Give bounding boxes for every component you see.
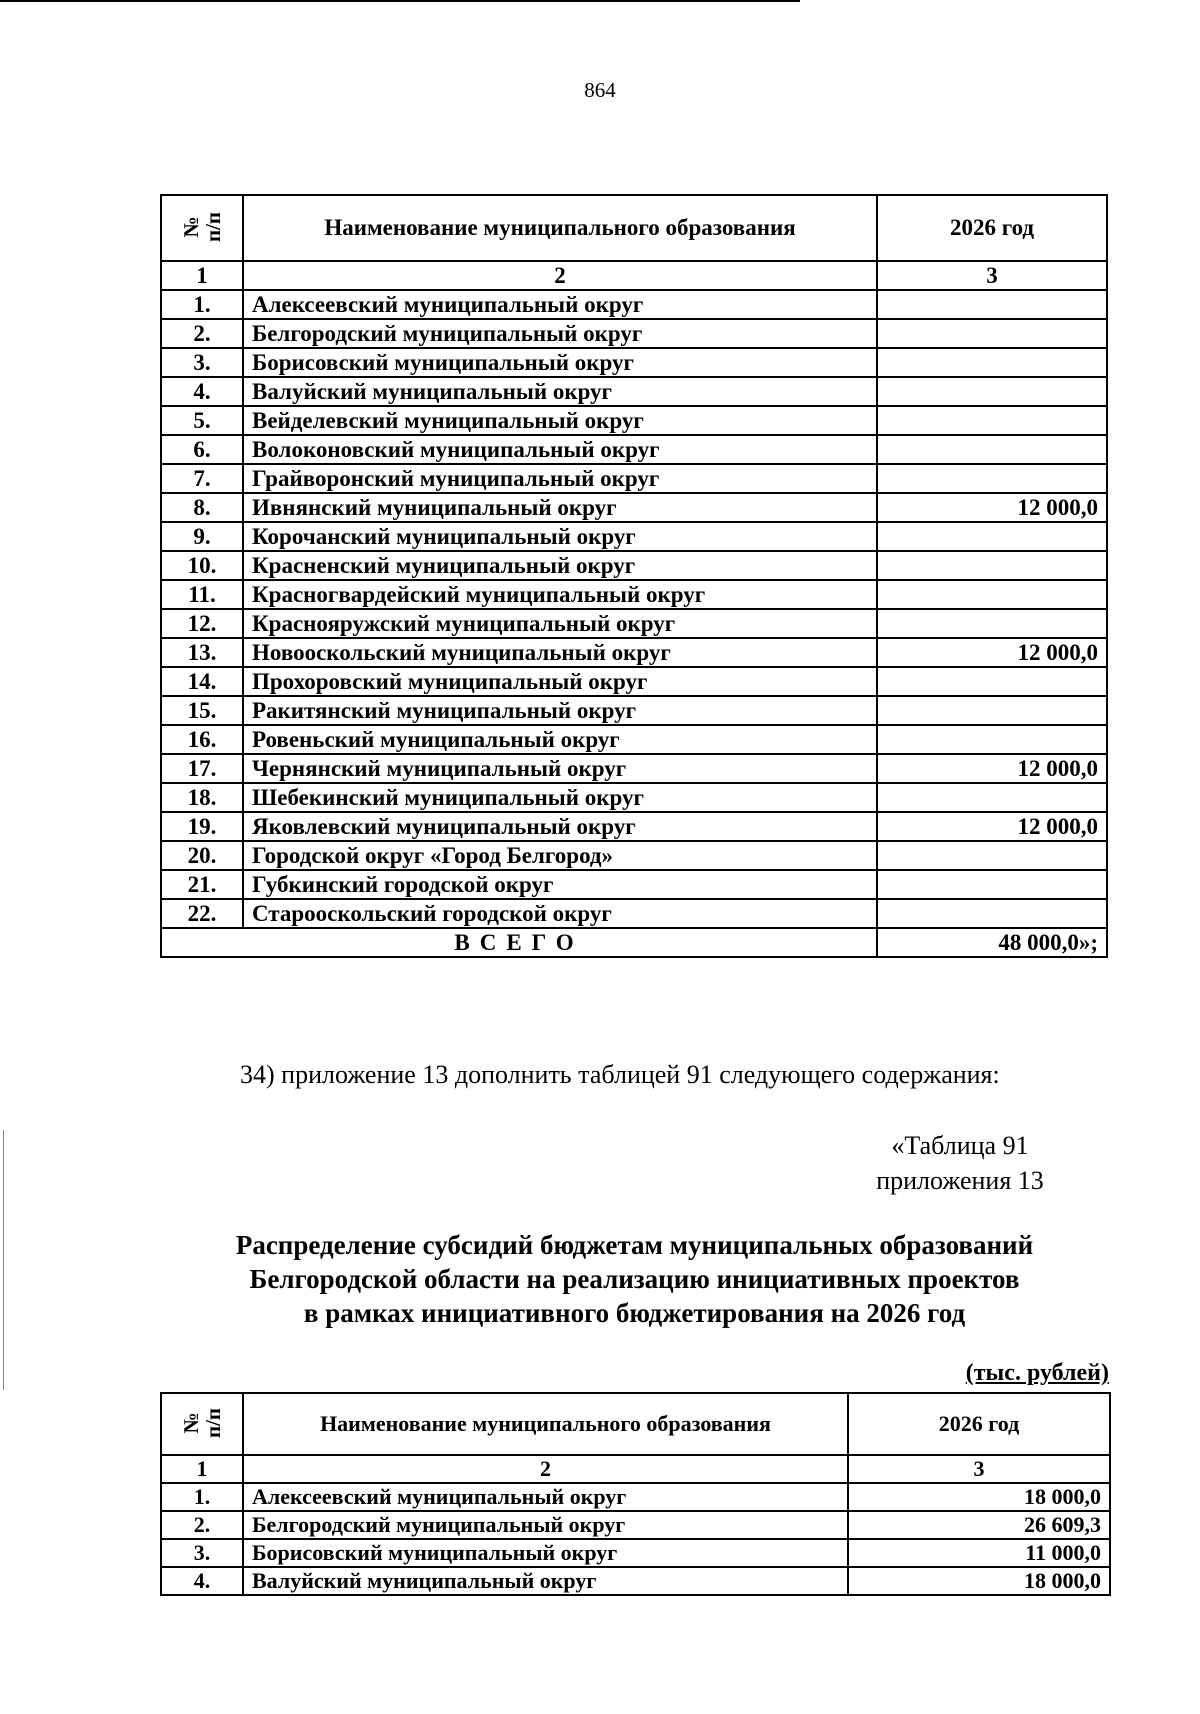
header-num-abbr: п/п [200,1407,225,1439]
row-name: Ивнянский муниципальный округ [243,493,877,522]
table-row [161,899,1107,928]
row-name: Валуйский муниципальный округ [243,377,877,406]
table-row [161,725,1107,754]
page-number: 864 [584,78,616,102]
row-value [877,609,1107,638]
row-name: Губкинский городской округ [243,870,877,899]
column-index-row [161,261,1107,290]
row-name: Красненский муниципальный округ [243,551,877,580]
header-num-abbr: п/п [200,211,225,243]
row-number: 3. [161,1539,243,1567]
table-row [161,377,1107,406]
row-value [877,522,1107,551]
row-name: Борисовский муниципальный округ [243,1539,848,1567]
table-row [161,696,1107,725]
column-index: 1 [161,261,243,290]
row-name: Вейделевский муниципальный округ [243,406,877,435]
table-row [161,290,1107,319]
column-index: 3 [877,261,1107,290]
row-name: Грайворонский муниципальный округ [243,464,877,493]
table-row [161,1539,1110,1567]
row-number: 11. [161,580,243,609]
table-row [161,1567,1110,1595]
row-value: 26 609,3 [848,1511,1110,1539]
row-number: 4. [161,377,243,406]
row-number: 1. [161,290,243,319]
row-number: 15. [161,696,243,725]
total-row [161,928,1107,957]
table-reference [850,1128,1070,1198]
row-number: 14. [161,667,243,696]
table-row [161,522,1107,551]
row-number: 3. [161,348,243,377]
table-row [161,1483,1110,1511]
row-value [877,406,1107,435]
row-name: Алексеевский муниципальный округ [243,290,877,319]
header-num-symbol: № [178,216,203,238]
table-title-line1: Распределение субсидий бюджетам муниципальных образований [235,1230,1034,1260]
row-value: 18 000,0 [848,1483,1110,1511]
row-value [877,348,1107,377]
table-title [160,1228,1109,1330]
table-row [161,812,1107,841]
row-number: 4. [161,1567,243,1595]
table-row [161,1511,1110,1539]
row-value [877,290,1107,319]
column-index-row [161,1455,1110,1483]
header-name-cell: Наименование муниципального образования [243,195,877,261]
row-value: 18 000,0 [848,1567,1110,1595]
table-row [161,493,1107,522]
row-number: 9. [161,522,243,551]
row-value [877,551,1107,580]
total-label [161,928,877,957]
header-num-cell [161,1393,243,1455]
table-row [161,348,1107,377]
row-number: 2. [161,1511,243,1539]
row-number: 2. [161,319,243,348]
column-index: 2 [243,261,877,290]
header-num-symbol: № [178,1412,203,1434]
row-value [877,696,1107,725]
row-number: 6. [161,435,243,464]
row-number: 16. [161,725,243,754]
table-title-line2: Белгородской области на реализацию инициативных проектов [249,1264,1020,1294]
row-name: Белгородский муниципальный округ [243,319,877,348]
row-value [877,435,1107,464]
row-number: 1. [161,1483,243,1511]
header-num-rotated [180,1408,224,1438]
table-row [161,667,1107,696]
header-num-rotated [180,212,224,242]
row-name: Борисовский муниципальный округ [243,348,877,377]
row-number: 10. [161,551,243,580]
row-value: 12 000,0 [877,812,1107,841]
header-name-cell: Наименование муниципального образования [243,1393,848,1455]
row-value [877,725,1107,754]
row-name: Ровеньский муниципальный округ [243,725,877,754]
row-number: 20. [161,841,243,870]
row-value: 12 000,0 [877,493,1107,522]
row-name: Белгородский муниципальный округ [243,1511,848,1539]
table-row [161,551,1107,580]
table-body [161,290,1107,928]
table-row [161,870,1107,899]
table-reference-line1: «Таблица 91 [891,1131,1029,1160]
top-rule [0,0,800,2]
row-value: 12 000,0 [877,754,1107,783]
row-value [877,870,1107,899]
table-header-row [161,1393,1110,1455]
row-name: Валуйский муниципальный округ [243,1567,848,1595]
table-row [161,319,1107,348]
table-row [161,783,1107,812]
total-label-text: ВСЕГО [454,930,584,955]
row-number: 5. [161,406,243,435]
row-name: Алексеевский муниципальный округ [243,1483,848,1511]
row-name: Новооскольский муниципальный округ [243,638,877,667]
row-name: Прохоровский муниципальный округ [243,667,877,696]
row-value [877,464,1107,493]
table-91 [160,1392,1111,1596]
row-value [877,319,1107,348]
table-row [161,841,1107,870]
row-name: Яковлевский муниципальный округ [243,812,877,841]
row-name: Городской округ «Город Белгород» [243,841,877,870]
row-number: 21. [161,870,243,899]
row-number: 18. [161,783,243,812]
row-number: 7. [161,464,243,493]
row-number: 19. [161,812,243,841]
row-name: Краснояружский муниципальный округ [243,609,877,638]
table-body [161,1483,1110,1595]
column-index: 1 [161,1455,243,1483]
row-number: 12. [161,609,243,638]
row-number: 22. [161,899,243,928]
header-num-cell [161,195,243,261]
table-row [161,406,1107,435]
row-number: 8. [161,493,243,522]
row-value [877,783,1107,812]
units-label: (тыс. рублей) [965,1360,1109,1386]
amendment-paragraph: 34) приложение 13 дополнить таблицей 91 следующего содержания: [240,1060,1000,1089]
table-row [161,609,1107,638]
row-name: Корочанский муниципальный округ [243,522,877,551]
row-name: Шебекинский муниципальный округ [243,783,877,812]
total-value: 48 000,0»; [877,928,1107,957]
row-name: Ракитянский муниципальный округ [243,696,877,725]
table-title-line3: в рамках инициативного бюджетирования на 2026 год [303,1298,966,1328]
header-year-cell: 2026 год [848,1393,1110,1455]
column-index: 2 [243,1455,848,1483]
table-municipal-2026-part [160,194,1108,958]
column-index: 3 [848,1455,1110,1483]
table-row [161,464,1107,493]
table-row [161,754,1107,783]
table-reference-line2: приложения 13 [876,1166,1044,1195]
table-header-row [161,195,1107,261]
row-name: Старооскольский городской округ [243,899,877,928]
table-row [161,638,1107,667]
row-name: Волоконовский муниципальный округ [243,435,877,464]
row-number: 17. [161,754,243,783]
scan-margin-line [3,1130,4,1390]
row-value [877,580,1107,609]
table-row [161,435,1107,464]
row-value [877,377,1107,406]
row-value [877,899,1107,928]
row-number: 13. [161,638,243,667]
header-year-cell: 2026 год [877,195,1107,261]
row-value [877,841,1107,870]
row-value: 11 000,0 [848,1539,1110,1567]
row-name: Чернянский муниципальный округ [243,754,877,783]
table-row [161,580,1107,609]
row-value [877,667,1107,696]
row-value: 12 000,0 [877,638,1107,667]
row-name: Красногвардейский муниципальный округ [243,580,877,609]
